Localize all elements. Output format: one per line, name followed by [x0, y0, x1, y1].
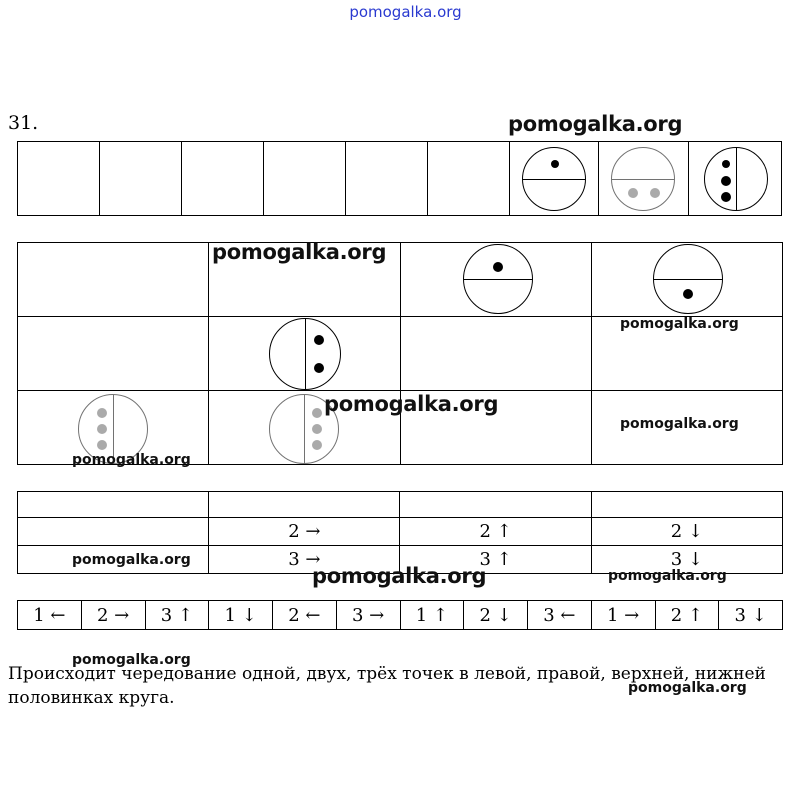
divider-line [305, 319, 306, 389]
code-cell [18, 518, 209, 546]
circle-icon [463, 244, 533, 314]
dot [721, 192, 731, 202]
sequence-cell: 1 ↑ [400, 601, 464, 630]
watermark: pomogalka.org [324, 392, 499, 416]
strip-cell [99, 142, 181, 216]
grid-cell [18, 243, 209, 317]
watermark: pomogalka.org [72, 652, 191, 668]
grid-cell [209, 317, 400, 391]
grid-cell [400, 317, 591, 391]
strip-cell [263, 142, 345, 216]
grid-cell [18, 317, 209, 391]
watermark: pomogalka.org [628, 680, 747, 696]
sequence-cell: 2 ← [273, 601, 337, 630]
watermark: pomogalka.org [620, 316, 739, 332]
dot [721, 176, 731, 186]
sequence-cell: 3 ↑ [145, 601, 209, 630]
strip-cell [599, 142, 689, 216]
code-cell [18, 492, 209, 518]
watermark: pomogalka.org [508, 112, 683, 136]
dot [683, 289, 693, 299]
dot [312, 408, 322, 418]
dot [628, 188, 638, 198]
code-cell: 3 ↓ [591, 546, 782, 574]
code-cell [400, 492, 591, 518]
code-cell: 3 ↑ [400, 546, 591, 574]
sequence-cell: 2 ↓ [464, 601, 528, 630]
circle-icon [653, 244, 723, 314]
code-cell [209, 492, 400, 518]
problem-number: 31. [8, 112, 39, 134]
dot [314, 335, 324, 345]
strip-cell [509, 142, 599, 216]
strip-cell [427, 142, 509, 216]
grid-cell [400, 243, 591, 317]
dot [493, 262, 503, 272]
divider-line [654, 279, 722, 280]
dot [97, 408, 107, 418]
divider-line [736, 148, 737, 210]
code-cell: 3 → [209, 546, 400, 574]
code-cell: 2 ↑ [400, 518, 591, 546]
divider-line [523, 179, 585, 180]
watermark: pomogalka.org [620, 416, 739, 432]
explanation-text: Происходит чередование одной, двух, трёх точек в левой, правой, верхней, нижней половинках круга. [8, 664, 766, 708]
sequence-table [17, 600, 783, 630]
sequence-cell: 1 ← [18, 601, 82, 630]
circle-icon [704, 147, 768, 211]
pattern-strip-table [17, 141, 782, 216]
watermark: pomogalka.org [212, 240, 387, 264]
sequence-cell: 3 → [336, 601, 400, 630]
divider-line [304, 395, 305, 463]
code-cell: 2 → [209, 518, 400, 546]
watermark: pomogalka.org [608, 568, 727, 584]
sequence-cell: 3 ↓ [719, 601, 783, 630]
watermark: pomogalka.org [312, 564, 487, 588]
circle-icon [269, 318, 341, 390]
dot [722, 160, 730, 168]
dot [97, 440, 107, 450]
sequence-cell: 2 ↑ [655, 601, 719, 630]
watermark: pomogalka.org [72, 452, 191, 468]
dot [312, 440, 322, 450]
circle-icon [611, 147, 675, 211]
dot [314, 363, 324, 373]
sequence-cell: 1 → [591, 601, 655, 630]
strip-cell [181, 142, 263, 216]
divider-line [464, 279, 532, 280]
grid-cell [591, 243, 782, 317]
dot [551, 160, 559, 168]
sequence-cell: 1 ↓ [209, 601, 273, 630]
sequence-cell: 2 → [81, 601, 145, 630]
code-cell [591, 492, 782, 518]
divider-line [612, 179, 674, 180]
dot [650, 188, 660, 198]
dot [97, 424, 107, 434]
circle-icon [522, 147, 586, 211]
dot [312, 424, 322, 434]
header-link[interactable]: pomogalka.org [349, 3, 462, 21]
strip-cell [689, 142, 782, 216]
sequence-cell: 3 ← [528, 601, 592, 630]
code-cell: 2 ↓ [591, 518, 782, 546]
watermark: pomogalka.org [72, 552, 191, 568]
strip-cell [345, 142, 427, 216]
strip-cell [18, 142, 100, 216]
